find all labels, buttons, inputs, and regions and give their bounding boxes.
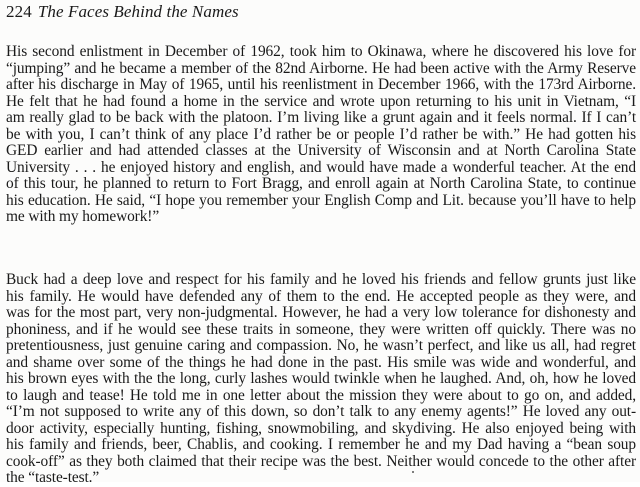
text-line: pretentiousness, just genuine caring and compassion. No, he wasn’t perfect, and like us all, had regret: [6, 337, 636, 354]
text-line: was for the most part, very non-judgmental. However, he had a very low tolerance for dishonesty and: [6, 304, 636, 321]
text-line: his family and friends, beer, Chablis, and cooking. I remember he and my Dad having a “bean soup: [6, 436, 636, 453]
text-line: cook-off” as they both claimed that their recipe was the best. Neither would concede to the other after: [6, 452, 636, 470]
text-line: phoniness, and if he would see these traits in someone, they were written off quickly. There was no: [6, 320, 636, 338]
text-line: “I’m not supposed to write any of this down, so don’t talk to any enemy agents!” He loved any out-: [6, 403, 636, 420]
text-line: Buck had a deep love and respect for his family and he loved his friends and fellow grunts just like: [6, 271, 636, 288]
paragraph-enlistment: [6, 44, 636, 226]
text-line: He felt that he had found a home in the service and wrote upon returning to his unit in Vietnam, “I: [6, 92, 636, 110]
text-line: his brown eyes with the the long, curly lashes would twinkle when he laughed. And, oh, how he loved: [6, 370, 636, 387]
text-line: am really glad to be back with the platoon. I’m living like a grunt again and it feels normal. If I can’t: [6, 109, 636, 126]
book-title: The Faces Behind the Names: [37, 2, 239, 21]
text-line: of this tour, he planned to return to Fort Bragg, and enroll again at North Carolina State, to continue: [6, 175, 636, 192]
text-line: University . . . he enjoyed history and english, and would have made a wonderful teacher. At the end: [6, 158, 636, 176]
text-line: to laugh and tease! He told me in one letter about the mission they were about to go on, and added,: [6, 386, 636, 404]
print-speck: [412, 471, 414, 473]
text-line: the “taste-test.”: [6, 469, 100, 486]
text-line: me with my homework!”: [6, 208, 160, 225]
text-line: his family. He would have defended any of them to the end. He accepted people as they were, and: [6, 287, 636, 305]
paragraph-family: [6, 272, 636, 487]
text-line: door activity, especially hunting, fishing, snowmobiling, and skydiving. He also enjoyed being with: [6, 419, 636, 437]
text-line: his education. He said, “I hope you remember your English Comp and Lit. because you’ll have to help: [6, 191, 636, 209]
text-line: His second enlistment in December of 1962, took him to Okinawa, where he discovered his love for: [6, 43, 636, 60]
text-line: after his discharge in May of 1965, until his reenlistment in December 1966, with the 173rd Airborne.: [6, 76, 636, 93]
text-line: GED earlier and had attended classes at the University of Wisconsin and at North Carolina State: [6, 142, 636, 159]
text-line: “jumping” and he became a member of the 82nd Airborne. He had been active with the Army Reserve: [6, 59, 636, 77]
text-line: and shame over some of the things he had done in the past. His smile was wide and wonderful, and: [6, 353, 636, 371]
text-line: be with you, I can’t think of any place I’d rather be or people I’d rather be with.” He had gotten his: [6, 125, 636, 143]
page-number: 224: [6, 2, 32, 21]
running-head: [6, 2, 239, 22]
